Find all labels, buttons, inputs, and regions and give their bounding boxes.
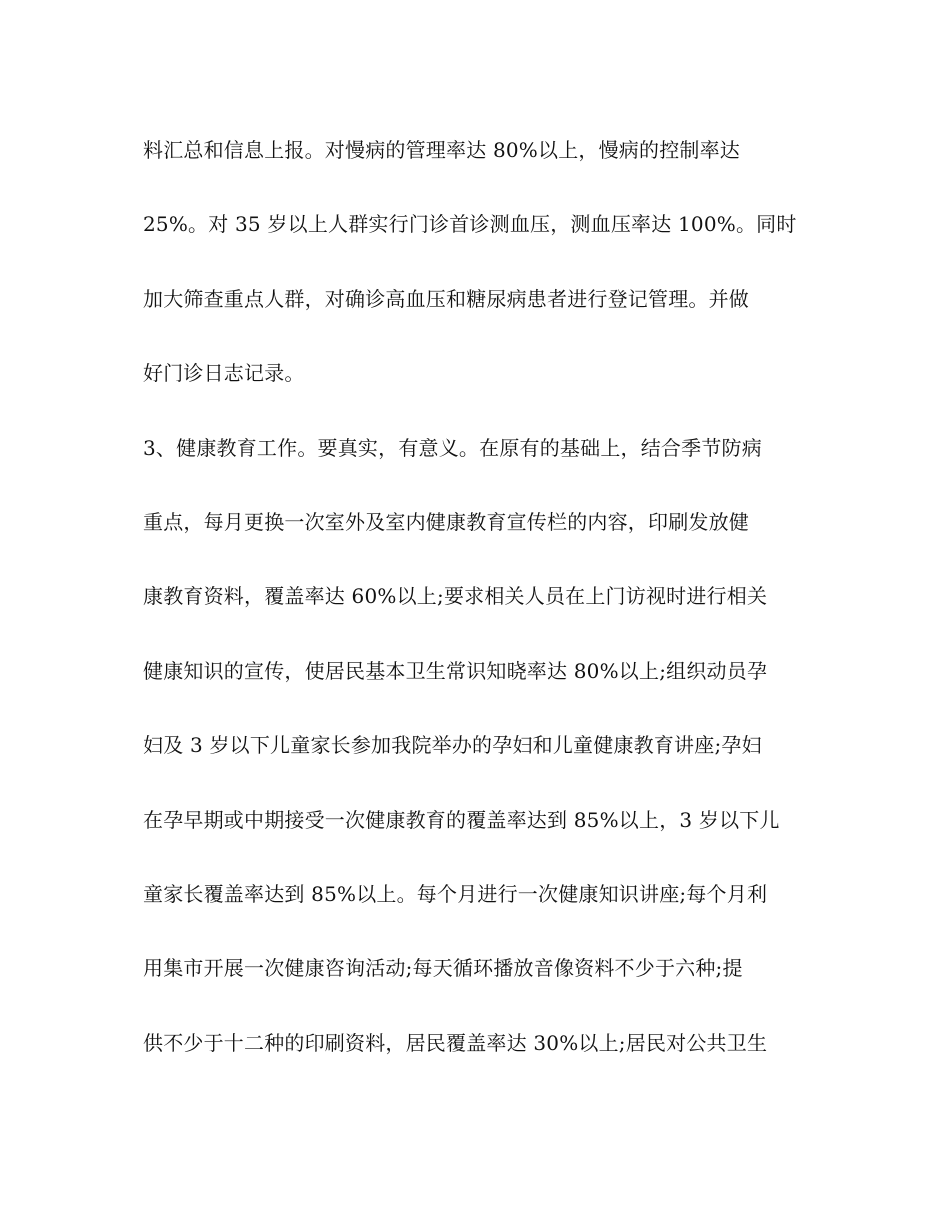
text-line-3: 加大筛查重点人群，对确诊高血压和糖尿病患者进行登记管理。并做 [143,286,749,311]
text-line-4: 好门诊日志记录。 [143,361,305,386]
text-line-9: 妇及 3 岁以下儿童家长参加我院举办的孕妇和儿童健康教育讲座;孕妇 [143,733,762,758]
text-line-6: 重点，每月更换一次室外及室内健康教育宣传栏的内容，印刷发放健 [143,509,749,534]
text-line-12: 用集市开展一次健康咨询活动;每天循环播放音像资料不少于六种;提 [143,956,743,981]
text-line-5: 3、健康教育工作。要真实，有意义。在原有的基础上，结合季节防病 [143,435,762,460]
text-line-1: 料汇总和信息上报。对慢病的管理率达 80%以上，慢病的控制率达 [143,138,741,162]
text-line-7: 康教育资料，覆盖率达 60%以上;要求相关人员在上门访视时进行相关 [143,584,768,609]
text-line-2: 25%。对 35 岁以上人群实行门诊首诊测血压，测血压率达 100%。同时 [143,212,797,237]
text-line-8: 健康知识的宣传，使居民基本卫生常识知晓率达 80%以上;组织动员孕 [143,658,768,683]
text-line-10: 在孕早期或中期接受一次健康教育的覆盖率达到 85%以上，3 岁以下儿 [143,807,780,832]
text-line-11: 童家长覆盖率达到 85%以上。每个月进行一次健康知识讲座;每个月利 [143,881,768,906]
document-body [143,140,813,1107]
text-line-13: 供不少于十二种的印刷资料，居民覆盖率达 30%以上;居民对公共卫生 [143,1030,768,1055]
